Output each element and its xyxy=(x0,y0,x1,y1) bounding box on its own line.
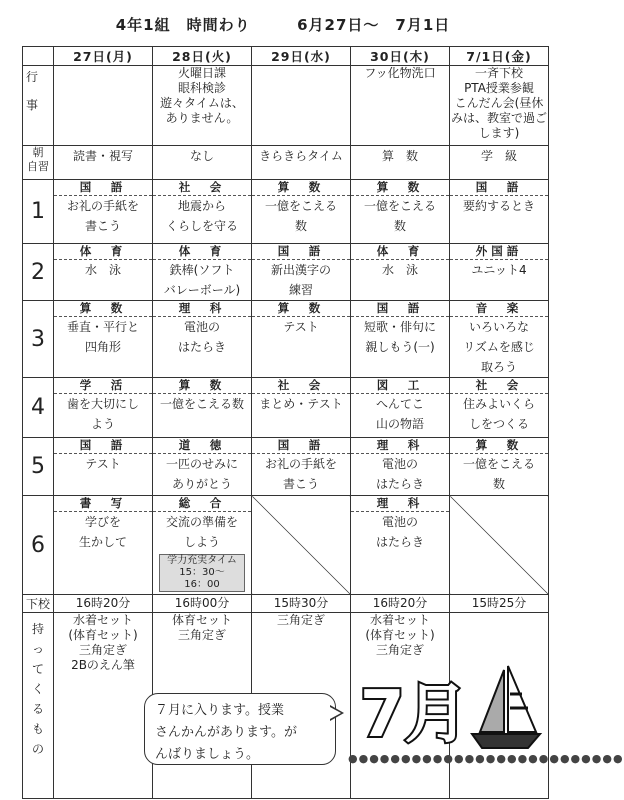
lesson-content: 電池の はたらき xyxy=(177,320,226,354)
period-number: 6 xyxy=(23,496,54,595)
period-cell xyxy=(351,180,450,244)
lesson-content: テスト xyxy=(283,320,319,334)
period-row xyxy=(23,496,549,595)
lesson-content: 電池の はたらき xyxy=(375,515,424,549)
subject-label: 書 写 xyxy=(54,496,152,512)
class-schedule-heading: 4年1組 時間わり xyxy=(115,16,251,34)
period-cell xyxy=(153,244,252,301)
gyoji-label: 行 事 xyxy=(23,66,54,146)
lesson-content: 鉄棒(ソフト バレーボール) xyxy=(163,263,241,297)
subject-label: 算 数 xyxy=(252,301,350,317)
period-cell xyxy=(450,438,549,496)
lesson-content: まとめ・テスト xyxy=(259,397,343,411)
lesson-content: 水 泳 xyxy=(381,263,418,277)
period-number: 2 xyxy=(23,244,54,301)
gyoji-cell xyxy=(252,66,351,146)
subject-label: 算 数 xyxy=(252,180,350,196)
subject-label: 国 語 xyxy=(54,438,152,454)
subject-label: 社 会 xyxy=(252,378,350,394)
period-heading: 6月27日〜 7月1日 xyxy=(297,16,451,34)
gekou-cell: 16時20分 xyxy=(54,595,153,613)
gyoji-row xyxy=(23,66,549,146)
lesson-content: 要約するとき xyxy=(462,199,535,213)
period-cell xyxy=(252,496,351,595)
gyoji-cell: フッ化物洗口 xyxy=(351,66,450,146)
period-cell xyxy=(54,378,153,438)
subject-label: 学 活 xyxy=(54,378,152,394)
lesson-content: テスト xyxy=(85,457,121,471)
sailboat-icon xyxy=(470,664,542,750)
subject-label: 算 数 xyxy=(153,378,251,394)
lesson-content: お礼の手紙を 書こう xyxy=(264,457,337,491)
subject-label: 理 科 xyxy=(351,438,449,454)
period-cell xyxy=(54,496,153,595)
period-cell xyxy=(153,496,252,595)
subject-label: 体 育 xyxy=(351,244,449,260)
period-cell xyxy=(153,180,252,244)
asa-label: 朝 自習 xyxy=(23,146,54,180)
month-text: 7月 xyxy=(360,678,469,752)
lesson-content: 短歌・俳句に 親しもう(一) xyxy=(363,320,436,354)
schedule-title xyxy=(0,14,566,35)
lesson-content: 一億をこえる 数 xyxy=(462,457,535,491)
period-cell xyxy=(252,438,351,496)
gekou-cell: 16時20分 xyxy=(351,595,450,613)
day-header: 28日(火) xyxy=(153,47,252,66)
subject-label: 外国語 xyxy=(450,244,548,260)
period-cell xyxy=(54,438,153,496)
lesson-content: 歯を大切にし よう xyxy=(66,397,139,431)
subject-label: 総 合 xyxy=(153,496,251,512)
day-header: 7/1日(金) xyxy=(450,47,549,66)
motte-cell: 体育セット 三角定ぎ xyxy=(153,613,252,799)
study-time-note: 学力充実タイム 15：30〜 16：00 xyxy=(159,554,245,592)
lesson-content: 住みよいくら しをつくる xyxy=(462,397,535,431)
day-header-row xyxy=(23,47,549,66)
motte-cell: 水着セット (体育セット) 三角定ぎ xyxy=(351,613,450,799)
lesson-content: 新出漢字の 練習 xyxy=(270,263,331,297)
day-header: 30日(木) xyxy=(351,47,450,66)
period-cell xyxy=(351,378,450,438)
period-cell xyxy=(351,244,450,301)
period-cell xyxy=(351,301,450,378)
subject-label: 理 科 xyxy=(153,301,251,317)
period-cell xyxy=(450,496,549,595)
period-cell xyxy=(252,301,351,378)
subject-label: 道 徳 xyxy=(153,438,251,454)
subject-label: 算 数 xyxy=(450,438,548,454)
period-cell xyxy=(450,378,549,438)
period-cell xyxy=(450,301,549,378)
period-cell xyxy=(153,438,252,496)
month-decoration xyxy=(356,672,476,752)
lesson-content: 地震から くらしを守る xyxy=(165,199,238,233)
period-row xyxy=(23,244,549,301)
period-row xyxy=(23,180,549,244)
motte-cell: 水着セット (体育セット) 三角定ぎ 2Bのえん筆 xyxy=(54,613,153,799)
period-number: 3 xyxy=(23,301,54,378)
subject-label: 国 語 xyxy=(54,180,152,196)
day-header: 27日(月) xyxy=(54,47,153,66)
lesson-content: 一億をこえる数 xyxy=(159,397,244,411)
gekou-cell: 15時30分 xyxy=(252,595,351,613)
period-cell xyxy=(252,244,351,301)
asa-row xyxy=(23,146,549,180)
gekou-row xyxy=(23,595,549,613)
lesson-content: 垂直・平行と 四角形 xyxy=(66,320,139,354)
period-row xyxy=(23,438,549,496)
period-cell xyxy=(54,180,153,244)
subject-label: 算 数 xyxy=(351,180,449,196)
motte-label: 持 っ て く る も の xyxy=(23,613,54,799)
asa-cell: 算 数 xyxy=(351,146,450,180)
subject-label: 算 数 xyxy=(54,301,152,317)
lesson-content: 電池の はたらき xyxy=(375,457,424,491)
lesson-content: いろいろな リズムを感じ 取ろう xyxy=(463,320,535,374)
asa-cell: きらきらタイム xyxy=(252,146,351,180)
lesson-content: 一億をこえる 数 xyxy=(264,199,337,233)
asa-cell: なし xyxy=(153,146,252,180)
subject-label: 国 語 xyxy=(351,301,449,317)
asa-cell: 学 級 xyxy=(450,146,549,180)
lesson-content: お礼の手紙を 書こう xyxy=(66,199,139,233)
lesson-content: ユニット4 xyxy=(471,263,527,277)
subject-label: 体 育 xyxy=(54,244,152,260)
subject-label: 図 工 xyxy=(351,378,449,394)
gyoji-cell xyxy=(54,66,153,146)
gekou-label: 下校 xyxy=(23,595,54,613)
period-cell xyxy=(54,244,153,301)
period-cell xyxy=(252,180,351,244)
gyoji-cell: 一斉下校 PTA授業参観 こんだん会(昼休みは、教室で過ごします) xyxy=(450,66,549,146)
lesson-content: 交流の準備を しよう xyxy=(165,515,238,549)
lesson-content: 一匹のせみに ありがとう xyxy=(165,457,238,491)
subject-label: 音 楽 xyxy=(450,301,548,317)
period-row xyxy=(23,378,549,438)
dotted-underline: ●●●●●●●●●●●●●●●●●●●●●●●●●● xyxy=(348,752,624,765)
subject-label: 社 会 xyxy=(153,180,251,196)
day-header: 29日(水) xyxy=(252,47,351,66)
asa-cell: 読書・視写 xyxy=(54,146,153,180)
period-number: 1 xyxy=(23,180,54,244)
period-number: 4 xyxy=(23,378,54,438)
period-cell xyxy=(450,180,549,244)
subject-label: 国 語 xyxy=(252,438,350,454)
period-number: 5 xyxy=(23,438,54,496)
period-cell xyxy=(252,378,351,438)
period-cell xyxy=(153,378,252,438)
subject-label: 体 育 xyxy=(153,244,251,260)
lesson-content: 学びを 生かして xyxy=(78,515,127,549)
gekou-cell: 15時25分 xyxy=(450,595,549,613)
period-cell xyxy=(351,438,450,496)
subject-label: 国 語 xyxy=(252,244,350,260)
period-row xyxy=(23,301,549,378)
message-bubble: ７月に入ります。授業 さんかんがあります。が んばりましょう。 xyxy=(144,693,336,765)
motte-cell: 三角定ぎ xyxy=(252,613,351,799)
lesson-content: 水 泳 xyxy=(84,263,121,277)
subject-label: 理 科 xyxy=(351,496,449,512)
period-cell xyxy=(450,244,549,301)
period-cell xyxy=(153,301,252,378)
lesson-content: へんてこ 山の物語 xyxy=(375,397,424,431)
subject-label: 社 会 xyxy=(450,378,548,394)
subject-label: 国 語 xyxy=(450,180,548,196)
period-cell xyxy=(351,496,450,595)
gyoji-cell: 火曜日課 眼科検診 遊々タイムは、 ありません。 xyxy=(153,66,252,146)
gekou-cell: 16時00分 xyxy=(153,595,252,613)
period-cell xyxy=(54,301,153,378)
lesson-content: 一億をこえる 数 xyxy=(363,199,436,233)
